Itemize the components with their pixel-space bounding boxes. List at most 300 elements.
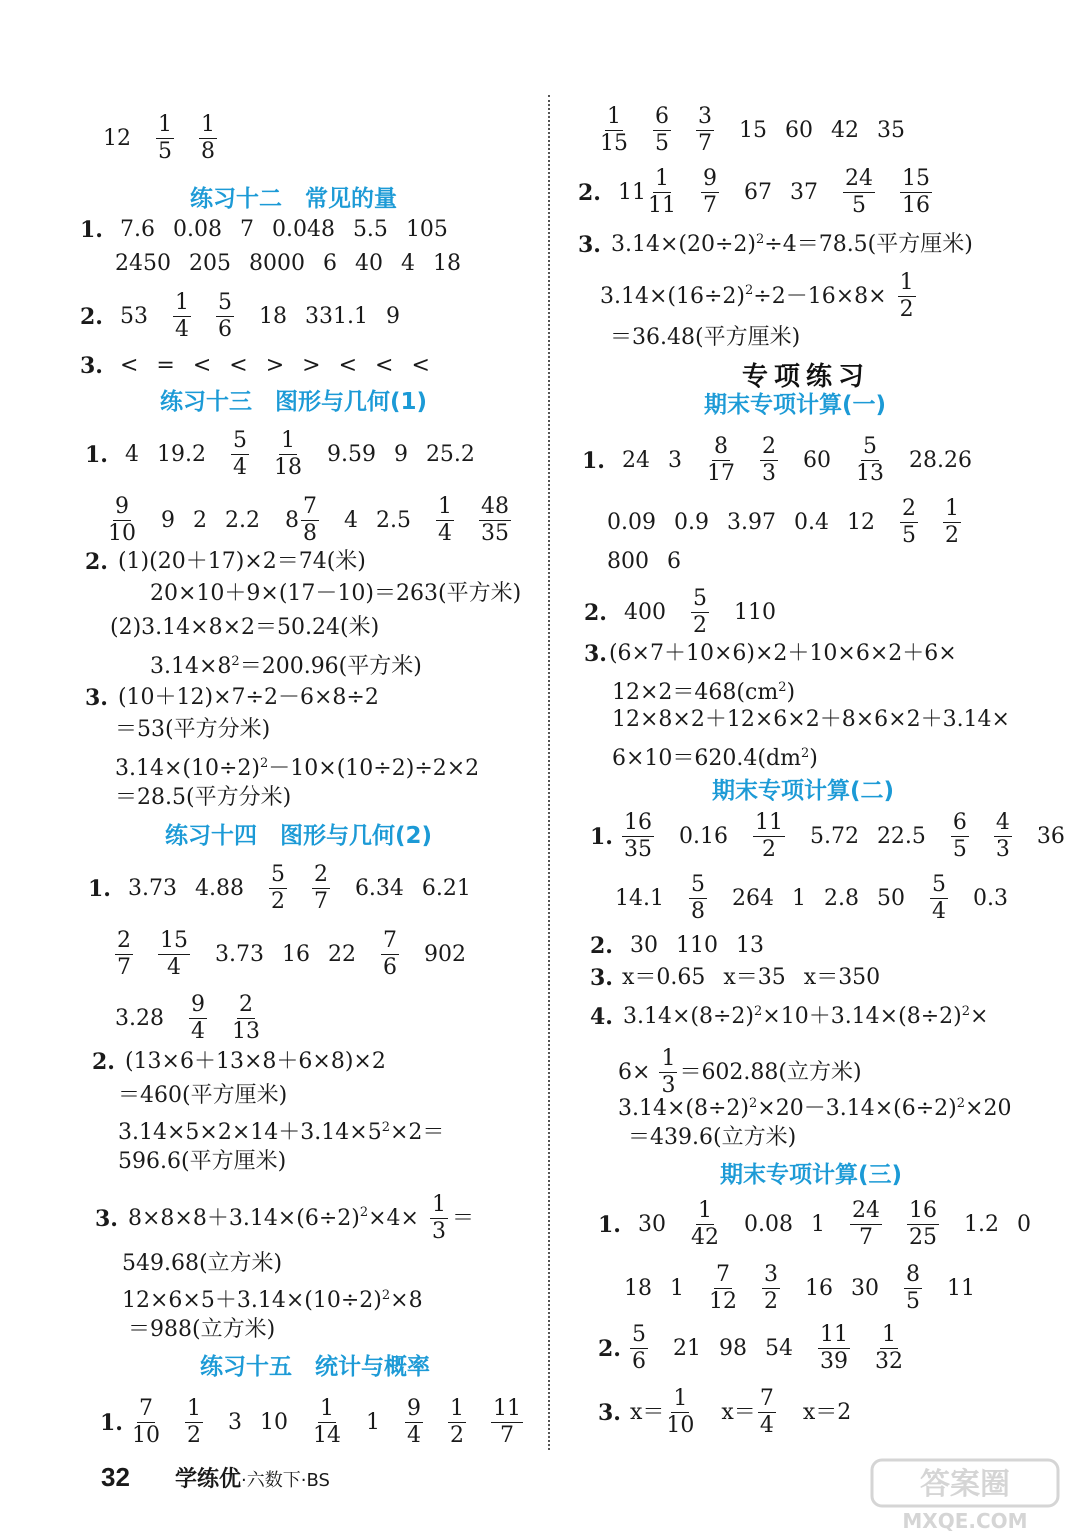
answer-value: 22.5 bbox=[876, 823, 926, 849]
answer-value: 9.59 bbox=[326, 441, 376, 467]
fraction bbox=[158, 928, 190, 981]
answer-value: 30 bbox=[629, 933, 658, 958]
answer-value: 22 bbox=[327, 941, 356, 967]
answer-value: 2 bbox=[761, 837, 776, 862]
answer-row bbox=[584, 586, 794, 639]
section-heading-15: 练习十五 统计与概率 bbox=[200, 1354, 430, 1380]
answer-row bbox=[590, 810, 1067, 863]
question-number: 3. bbox=[85, 685, 108, 711]
answer-value: 2 bbox=[359, 1205, 369, 1221]
answer-value: 8 bbox=[690, 899, 705, 924]
answer-value: 15 bbox=[600, 131, 628, 156]
answer-value: 11 bbox=[819, 1322, 848, 1347]
answer-value: 11 bbox=[947, 1275, 975, 1301]
answer-value: 3.14×(20÷2) bbox=[610, 232, 756, 258]
fraction bbox=[405, 1396, 423, 1449]
answer-value: 6 bbox=[382, 955, 397, 980]
answer-value: 5 bbox=[232, 428, 247, 453]
answer-value: 400 bbox=[623, 599, 666, 625]
fraction bbox=[301, 494, 319, 547]
answer-value: 54 bbox=[764, 1335, 793, 1361]
answer-value: 1 bbox=[697, 1198, 712, 1223]
answer-value: 8000 bbox=[249, 251, 305, 276]
answer-value: 25 bbox=[908, 1225, 937, 1250]
answer-value: 2.2 bbox=[225, 507, 260, 533]
answer-value: 8 bbox=[713, 434, 728, 459]
watermark-logo bbox=[870, 1458, 1060, 1534]
answer-value: 7 bbox=[313, 889, 328, 914]
answer-value: 7 bbox=[716, 1262, 730, 1287]
section-heading-13: 练习十三 图形与几何(1) bbox=[160, 389, 428, 415]
answer-value: 24 bbox=[844, 166, 873, 191]
answer-value: 7 bbox=[117, 955, 131, 980]
answer-value: (13×6＋13×8＋6×8)×2 bbox=[124, 1049, 386, 1074]
answer-value: 14 bbox=[312, 1423, 341, 1448]
fraction bbox=[994, 810, 1012, 863]
answer-value: 16 bbox=[908, 1198, 937, 1223]
answer-value: 2 bbox=[749, 1096, 758, 1111]
answer-value: 2 bbox=[761, 434, 776, 459]
answer-row bbox=[598, 1322, 921, 1375]
answer-value: 205 bbox=[189, 251, 231, 276]
answer-value: 24 bbox=[621, 447, 650, 473]
fraction bbox=[900, 496, 918, 549]
fraction bbox=[951, 810, 969, 863]
answer-value: 2 bbox=[193, 507, 207, 533]
book-brand bbox=[175, 1462, 330, 1493]
answer-row bbox=[150, 648, 440, 681]
fraction bbox=[156, 112, 174, 165]
answer-value: x＝35 bbox=[723, 965, 786, 990]
answer-row bbox=[598, 1198, 1049, 1251]
answer-value: ×8 bbox=[390, 1288, 423, 1314]
answer-value: 16 bbox=[901, 193, 930, 218]
answer-value: 4 bbox=[401, 251, 415, 276]
answer-value: 2 bbox=[778, 680, 787, 695]
answer-value: 3 bbox=[227, 1409, 242, 1435]
answer-value: 0.16 bbox=[678, 823, 728, 849]
answer-value: 5 bbox=[952, 837, 967, 862]
answer-value: 2 bbox=[901, 496, 916, 521]
answer-value: 13 bbox=[855, 461, 884, 486]
answer-value: 19.2 bbox=[156, 441, 206, 467]
answer-row bbox=[618, 1090, 1029, 1123]
fraction bbox=[185, 1396, 203, 1449]
fraction bbox=[666, 1386, 694, 1439]
answer-value: 5 bbox=[158, 139, 172, 164]
answer-value: 11 bbox=[647, 193, 676, 218]
answer-row: (2)3.14×8×2＝50.24(米) bbox=[110, 615, 380, 640]
answer-value: 4 bbox=[174, 317, 189, 342]
answer-value: 5 bbox=[270, 862, 285, 887]
question-number: 1. bbox=[100, 1409, 123, 1436]
question-number: 3. bbox=[598, 1399, 621, 1426]
answer-value: ＝602.88(立方米) bbox=[679, 1059, 862, 1085]
fraction bbox=[701, 166, 719, 219]
answer-value: 7 bbox=[698, 131, 712, 156]
fraction bbox=[630, 1322, 648, 1375]
answer-row bbox=[122, 1282, 441, 1315]
answer-row bbox=[590, 964, 898, 992]
answer-value: (10＋12)×7÷2－6×8÷2 bbox=[117, 685, 379, 710]
answer-row bbox=[92, 1048, 404, 1076]
question-number: 1. bbox=[80, 217, 103, 243]
answer-row bbox=[80, 352, 448, 380]
answer-row bbox=[80, 290, 418, 343]
answer-row bbox=[85, 548, 384, 576]
answer-row bbox=[612, 674, 813, 707]
answer-row bbox=[95, 1192, 492, 1245]
answer-value: 3.73 bbox=[215, 941, 264, 967]
answer-value: < bbox=[375, 353, 394, 378]
answer-value: 7 bbox=[499, 1423, 514, 1448]
answer-value: 3.97 bbox=[726, 509, 776, 535]
fraction bbox=[689, 872, 707, 925]
fraction bbox=[312, 862, 330, 915]
answer-value: 9 bbox=[115, 494, 129, 519]
answer-row bbox=[80, 216, 466, 244]
answer-value: (1)(20＋17)×2＝74(米) bbox=[117, 549, 366, 574]
answer-value: 12×2＝468(cm bbox=[612, 680, 779, 706]
fraction bbox=[232, 992, 260, 1045]
answer-value: x＝ bbox=[629, 1399, 665, 1425]
answer-value: 3.14×5×2×14＋3.14×5 bbox=[118, 1120, 382, 1146]
answer-value: 7 bbox=[702, 193, 717, 218]
answer-value: 0.4 bbox=[793, 509, 829, 535]
answer-value: 2 bbox=[961, 1004, 970, 1019]
fraction bbox=[943, 496, 961, 549]
answer-value: 5 bbox=[217, 290, 232, 315]
answer-value: 0.08 bbox=[743, 1211, 793, 1237]
answer-value: 4 bbox=[759, 1413, 774, 1438]
answer-value: 3 bbox=[764, 1262, 778, 1287]
answer-value: 21 bbox=[672, 1335, 701, 1361]
answer-row bbox=[578, 166, 950, 219]
answer-row bbox=[582, 434, 990, 487]
answer-row bbox=[108, 494, 529, 547]
answer-value: 60 bbox=[802, 447, 831, 473]
answer-value: ×20 bbox=[965, 1096, 1012, 1122]
answer-value: 8 bbox=[906, 1262, 920, 1287]
question-number: 3. bbox=[578, 232, 601, 259]
fraction bbox=[709, 1262, 737, 1315]
fraction bbox=[907, 1198, 939, 1251]
answer-value: 39 bbox=[819, 1349, 848, 1374]
fraction bbox=[898, 270, 916, 323]
answer-value: 3.14×(10÷2) bbox=[115, 756, 261, 782]
answer-value: 2 bbox=[692, 613, 707, 638]
answer-value: 4.88 bbox=[194, 875, 244, 901]
answer-value: 60 bbox=[785, 117, 813, 143]
fraction bbox=[875, 1322, 903, 1375]
answer-row: ＝36.48(平方厘米) bbox=[610, 325, 801, 350]
answer-value: 11 bbox=[617, 179, 646, 205]
answer-value: 4 bbox=[190, 1019, 205, 1044]
brand-name: 学练优 bbox=[175, 1467, 242, 1492]
answer-row bbox=[600, 270, 916, 323]
question-number: 2. bbox=[578, 179, 601, 206]
answer-value: 0.9 bbox=[673, 509, 709, 535]
question-number: 3. bbox=[590, 965, 613, 991]
answer-value: 8×8×8＋3.14×(6÷2) bbox=[127, 1205, 360, 1231]
answer-value: 11 bbox=[492, 1396, 521, 1421]
answer-value: 10 bbox=[259, 1409, 288, 1435]
answer-row bbox=[118, 1114, 462, 1147]
answer-value: 5 bbox=[631, 1322, 646, 1347]
answer-value: 3.14×8 bbox=[150, 654, 232, 680]
answer-value: 18 bbox=[433, 251, 461, 276]
answer-value: 24 bbox=[851, 1198, 880, 1223]
question-number: 1. bbox=[88, 875, 111, 902]
fraction bbox=[850, 1198, 882, 1251]
fraction bbox=[707, 434, 735, 487]
answer-value: 3.14×(16÷2) bbox=[600, 283, 746, 309]
answer-value: 18 bbox=[258, 303, 287, 329]
fraction bbox=[115, 928, 133, 981]
answer-value: 1 bbox=[186, 1396, 201, 1421]
answer-row bbox=[115, 750, 497, 783]
fraction bbox=[691, 586, 709, 639]
answer-value: 13 bbox=[735, 933, 764, 958]
answer-value: 16 bbox=[805, 1275, 833, 1301]
answer-value: 1 bbox=[607, 104, 621, 129]
question-number: 3. bbox=[80, 353, 103, 379]
answer-value: 98 bbox=[718, 1335, 747, 1361]
fraction bbox=[900, 166, 932, 219]
answer-value: 110 bbox=[675, 933, 718, 958]
answer-row bbox=[612, 740, 836, 773]
answer-value: < bbox=[229, 353, 248, 378]
answer-value: 1 bbox=[791, 885, 806, 911]
answer-value: 2 bbox=[270, 889, 285, 914]
answer-value: 0.09 bbox=[607, 509, 656, 535]
answer-value: 7 bbox=[382, 928, 397, 953]
answer-value: 1 bbox=[158, 112, 172, 137]
question-number: 1. bbox=[590, 823, 613, 850]
answer-value: = bbox=[156, 353, 175, 378]
answer-value: 2 bbox=[755, 232, 765, 247]
answer-row bbox=[100, 1396, 541, 1449]
answer-value: 7.6 bbox=[119, 217, 155, 242]
answer-value: × bbox=[970, 1004, 989, 1030]
answer-value: 30 bbox=[851, 1275, 879, 1301]
answer-value: 9 bbox=[385, 303, 400, 329]
answer-value: 110 bbox=[733, 599, 776, 625]
answer-value: 1 bbox=[319, 1396, 334, 1421]
answer-value: 35 bbox=[877, 117, 905, 143]
answer-value: 6 bbox=[323, 251, 337, 276]
answer-value: 37 bbox=[789, 179, 818, 205]
answer-value: 50 bbox=[876, 885, 905, 911]
fraction bbox=[430, 1192, 448, 1245]
answer-value: 7 bbox=[239, 217, 254, 242]
answer-value: 28.26 bbox=[908, 447, 972, 473]
answer-value: 5 bbox=[692, 586, 707, 611]
answer-value: 2 bbox=[899, 297, 914, 322]
answer-value: < bbox=[119, 353, 139, 378]
answer-value: 3.28 bbox=[115, 1005, 164, 1031]
answer-value: 3 bbox=[698, 104, 712, 129]
answer-row bbox=[578, 226, 991, 259]
answer-value: ÷4＝78.5(平方厘米) bbox=[764, 232, 973, 258]
section-heading-s3: 期末专项计算(三) bbox=[720, 1162, 903, 1188]
answer-row bbox=[584, 640, 975, 668]
answer-value: ×4× bbox=[368, 1205, 419, 1231]
section-heading-14: 练习十四 图形与几何(2) bbox=[165, 823, 433, 849]
answer-value: 2 bbox=[753, 1004, 763, 1019]
answer-value: 8 bbox=[201, 139, 215, 164]
fraction bbox=[381, 928, 399, 981]
answer-value: 5.5 bbox=[352, 217, 388, 242]
answer-value: 14.1 bbox=[615, 885, 664, 911]
answer-value: 5 bbox=[655, 131, 669, 156]
fraction bbox=[479, 494, 511, 547]
question-number: 2. bbox=[598, 1335, 621, 1362]
answer-value: 10 bbox=[666, 1413, 695, 1438]
answer-row: ＝439.6(立方米) bbox=[628, 1125, 797, 1150]
question-number: 4. bbox=[590, 1004, 613, 1031]
question-number: 2. bbox=[80, 303, 103, 330]
answer-value: 40 bbox=[355, 251, 383, 276]
answer-value: 6×10＝620.4(dm bbox=[612, 746, 801, 772]
answer-value: 7 bbox=[759, 1386, 774, 1411]
answer-row bbox=[590, 998, 1006, 1031]
answer-value: 1 bbox=[661, 1046, 676, 1071]
watermark-url: MXQE.COM bbox=[902, 1509, 1028, 1533]
answer-value: 15 bbox=[160, 928, 188, 953]
answer-value: 30 bbox=[637, 1211, 666, 1237]
answer-row bbox=[85, 684, 397, 712]
answer-row bbox=[607, 496, 979, 549]
section-heading-12: 练习十二 常见的量 bbox=[190, 186, 397, 212]
answer-value: ＝ bbox=[452, 1205, 475, 1231]
answer-value: ) bbox=[786, 680, 796, 706]
fraction bbox=[762, 1262, 780, 1315]
answer-value: 15 bbox=[901, 166, 930, 191]
answer-value: 9 bbox=[702, 166, 717, 191]
answer-value: 3 bbox=[761, 461, 776, 486]
answer-value: 11 bbox=[754, 810, 783, 835]
answer-value: 12 bbox=[709, 1289, 737, 1314]
answer-value: 800 bbox=[607, 549, 649, 574]
fraction bbox=[199, 112, 217, 165]
answer-value: 1 bbox=[174, 290, 189, 315]
answer-value: 9 bbox=[190, 992, 205, 1017]
question-number: 1. bbox=[598, 1211, 621, 1238]
answer-value: 6× bbox=[618, 1059, 651, 1085]
answer-row: 20×10＋9×(17－10)＝263(平方米) bbox=[150, 581, 522, 606]
question-number: 2. bbox=[92, 1049, 115, 1075]
answer-value: x＝0.65 bbox=[621, 965, 706, 990]
answer-value: (6×7＋10×6)×2＋10×6×2＋6× bbox=[608, 641, 957, 666]
answer-value: 4 bbox=[344, 507, 358, 533]
fraction bbox=[274, 428, 302, 481]
answer-value: x＝ bbox=[721, 1399, 756, 1425]
answer-value: 5 bbox=[901, 523, 916, 548]
answer-value: 2 bbox=[381, 1288, 391, 1303]
answer-value: x＝2 bbox=[802, 1399, 852, 1425]
fraction bbox=[269, 862, 287, 915]
fraction bbox=[904, 1262, 922, 1315]
answer-value: 2.8 bbox=[823, 885, 859, 911]
answer-value: 3 bbox=[667, 447, 682, 473]
fraction bbox=[600, 104, 628, 157]
answer-row bbox=[598, 1386, 869, 1439]
watermark-text: 答案圈 bbox=[920, 1467, 1010, 1502]
fraction bbox=[753, 810, 785, 863]
answer-value: 12×6×5＋3.14×(10÷2) bbox=[122, 1288, 382, 1314]
answer-value: ×2＝ bbox=[389, 1120, 445, 1146]
answer-value: 13 bbox=[231, 1019, 260, 1044]
section-heading-s1: 期末专项计算(一) bbox=[704, 392, 887, 418]
answer-value: 2 bbox=[449, 1423, 464, 1448]
answer-value: 2 bbox=[764, 1289, 778, 1314]
answer-value: 0.048 bbox=[271, 217, 335, 242]
top-line bbox=[103, 112, 235, 165]
answer-row: ＝988(立方米) bbox=[128, 1317, 276, 1342]
answer-value: 15 bbox=[739, 117, 767, 143]
fraction bbox=[132, 1396, 160, 1449]
answer-value: 1 bbox=[432, 1192, 446, 1217]
answer-value: 4 bbox=[232, 455, 247, 480]
answer-row: 12×8×2＋12×6×2＋8×6×2＋3.14× bbox=[612, 707, 1010, 732]
question-number: 1. bbox=[85, 441, 108, 468]
answer-value: 1 bbox=[899, 270, 914, 295]
answer-row bbox=[115, 992, 278, 1045]
fraction bbox=[760, 434, 778, 487]
answer-value: 48 bbox=[481, 494, 509, 519]
answer-row bbox=[600, 104, 923, 157]
answer-row: 596.6(平方厘米) bbox=[118, 1149, 287, 1174]
section-title: 专项练习 bbox=[742, 362, 871, 392]
answer-value: 9 bbox=[161, 507, 175, 533]
answer-value: 6 bbox=[667, 549, 681, 574]
answer-value: 2450 bbox=[115, 251, 171, 276]
question-number: 2. bbox=[584, 599, 607, 626]
answer-value: 12 bbox=[846, 509, 875, 535]
answer-value: 18 bbox=[624, 1275, 652, 1301]
answer-value: 1 bbox=[810, 1211, 825, 1237]
answer-value: 0.3 bbox=[972, 885, 1008, 911]
fraction bbox=[436, 494, 454, 547]
answer-value: 35 bbox=[623, 837, 652, 862]
answer-value: 53 bbox=[119, 303, 148, 329]
answer-value: 17 bbox=[706, 461, 735, 486]
fraction bbox=[856, 434, 884, 487]
fraction bbox=[653, 104, 671, 157]
answer-value: 4 bbox=[995, 810, 1010, 835]
answer-value: 42 bbox=[831, 117, 859, 143]
answer-value: 7 bbox=[858, 1225, 873, 1250]
question-number: 3. bbox=[584, 641, 607, 667]
answer-value: 902 bbox=[423, 941, 466, 967]
fraction bbox=[696, 104, 714, 157]
answer-value: 5 bbox=[851, 193, 866, 218]
answer-value: 3.14×(8÷2) bbox=[622, 1004, 754, 1030]
answer-value: 25.2 bbox=[425, 441, 475, 467]
answer-value: 5 bbox=[931, 872, 946, 897]
answer-row bbox=[85, 428, 493, 481]
fraction bbox=[491, 1396, 523, 1449]
answer-value: 5 bbox=[862, 434, 877, 459]
answer-value: 6 bbox=[217, 317, 232, 342]
answer-value: 4 bbox=[931, 899, 946, 924]
answer-row bbox=[624, 1262, 993, 1315]
answer-value: 3 bbox=[661, 1073, 676, 1098]
answer-value: 18 bbox=[273, 455, 302, 480]
answer-row: ＝460(平方厘米) bbox=[118, 1083, 288, 1108]
answer-value: 1 bbox=[438, 494, 452, 519]
